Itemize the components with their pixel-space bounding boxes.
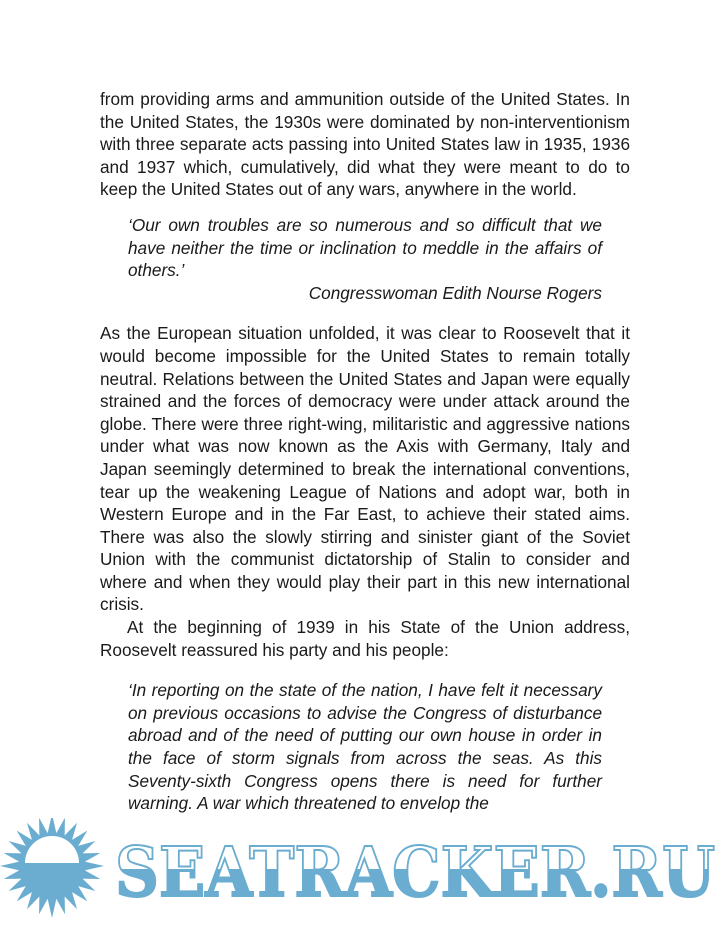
body-paragraph: from providing arms and ammunition outside of the United States. In the United States, the 1930s were dominated by non-interventionism with three separate acts passing into United States law in 1935, 1936 and 1937 which, cumulatively, did what they were meant to do to keep the United States out of any wars, anywhere in the world. (100, 89, 630, 200)
block-quote: ‘Our own troubles are so numerous and so difficult that we have neither the time or inclination to meddle in the affairs of others.’ (128, 214, 602, 281)
body-paragraph: As the European situation unfolded, it was clear to Roosevelt that it would become impossible for the United States to remain totally neutral. Relations between the United States and Japan were equally strained and the forces of democracy were under attack around the globe. There were three right-wing, militaristic and aggressive nations under what was now known as the Axis with Germany, Italy and Japan seemingly determined to break the international conventions, tear up the weakening League of Nations and adopt war, both in Western Europe and in the Far East, to achieve their stated aims. There was also the slowly stirring and sinister giant of the Soviet Union with the communist dictatorship of Stalin to consider and where and when they would play their part in this new international crisis. (100, 323, 630, 615)
block-quote: ‘In reporting on the state of the nation, I have felt it necessary on previous occasions to advise the Congress of disturbance abroad and of the need of putting our own house in order in the face of storm signals from across the seas. As this Seventy-sixth Congress opens there is need for further warning. A war which threatened to envelop the (128, 680, 602, 814)
watermark-text: SEATRACKER.RU (115, 833, 715, 913)
watermark (0, 818, 727, 921)
quote-attribution: Congresswoman Edith Nourse Rogers (308, 282, 602, 303)
document-page (100, 88, 630, 815)
body-paragraph: At the beginning of 1939 in his State of the Union address, Roosevelt reassured his party and his people: (100, 617, 630, 660)
sun-icon (0, 818, 727, 921)
